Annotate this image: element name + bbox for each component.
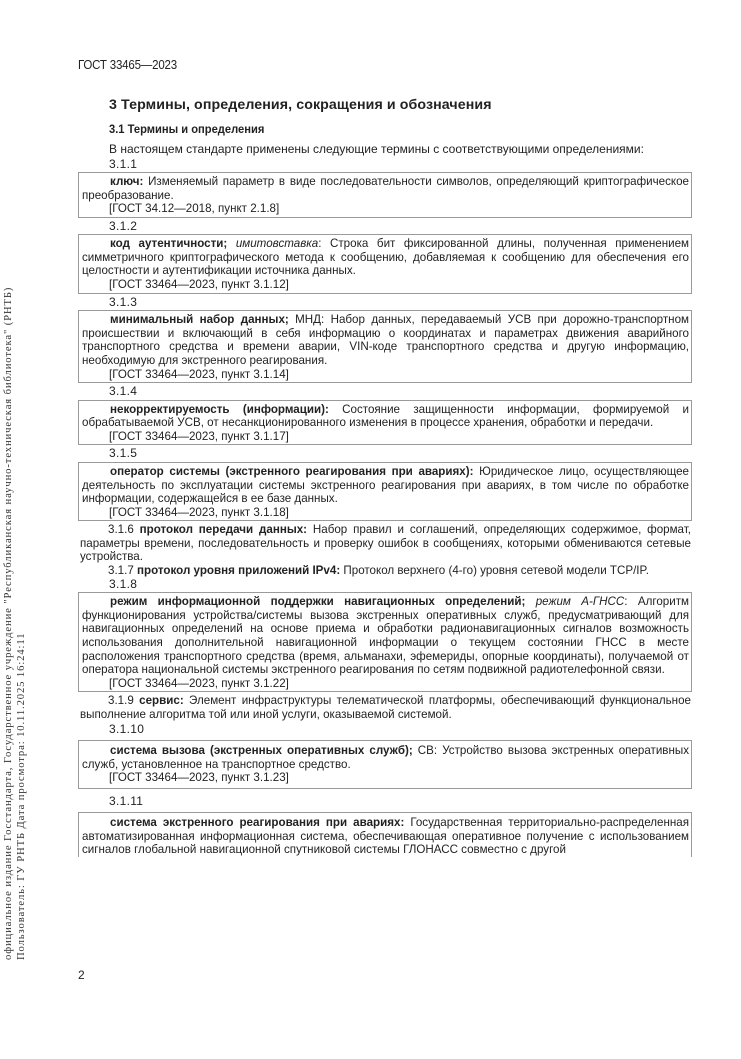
term-source: [ГОСТ 33464—2023, пункт 3.1.18] bbox=[109, 505, 289, 519]
term-name: оператор системы (экстренного реагирования при авариях): bbox=[110, 464, 474, 478]
term-definition: Алгоритм функционирования устройства/системы вызова экстренных оперативных служб, предусматривающий для навигационных определений на основе приема и обработки радионавигационных сигналов возможность использования дополнительной навигационной информации о текущем состоянии ГНСС в месте расположения транспортного средства (время, альманахи, эфемериды, опорные координаты), получаемой от оператора национальной системы экстренного реагирования по сетям подвижной радиотелефонной связи. bbox=[82, 595, 689, 677]
term-definition: Набор правил и соглашений, определяющих содержимое, формат, параметры времени, последовательность и проверку ошибок в сообщениях, которыми обмениваются сетевые устройства. bbox=[80, 523, 691, 564]
term-name: система экстренного реагирования при авариях: bbox=[110, 816, 405, 830]
term-name: режим информационной поддержки навигационных определений; bbox=[110, 595, 526, 609]
term-number: 3.1.2 bbox=[109, 218, 138, 233]
term-definition: Состояние защищенности информации, формируемой и обрабатываемой УСВ, от несанкционированного изменения в процессе хранения, обработки и передачи. bbox=[82, 402, 689, 430]
term-number: 3.1.8 bbox=[109, 576, 138, 591]
term-source: [ГОСТ 34.12—2018, пункт 2.1.8] bbox=[109, 202, 280, 216]
term-number: 3.1.4 bbox=[109, 384, 138, 399]
term-number: 3.1.5 bbox=[109, 446, 138, 461]
term-name: код аутентичности; bbox=[110, 237, 228, 251]
term-box bbox=[78, 740, 692, 789]
term-box bbox=[78, 592, 692, 692]
page-content bbox=[78, 96, 692, 859]
term-source: [ГОСТ 33464—2023, пункт 3.1.14] bbox=[109, 367, 289, 381]
term-box bbox=[78, 172, 692, 218]
term-box bbox=[78, 400, 692, 446]
subsection-title: 3.1 Термины и определения bbox=[109, 122, 265, 136]
section-title: 3 Термины, определения, сокращения и обозначения bbox=[109, 97, 492, 113]
term-definition: Юридическое лицо, осуществляющее деятельность по эксплуатации системы экстренного реагирования при авариях, в том числе по обработке информации, содержащейся в ее базе данных. bbox=[82, 464, 689, 506]
term-definition: Государственная территориально-распределенная автоматизированная информационная система, обеспечивающая оперативное получение с использованием сигналов глобальной навигационной спутниковой системы ГЛОНАСС совместно с другой bbox=[82, 816, 689, 857]
term-name: протокол передачи данных: bbox=[139, 523, 308, 537]
alias-separator: : bbox=[624, 595, 628, 609]
intro-paragraph: В настоящем стандарте применены следующие термины с соответствующими определениями: bbox=[109, 142, 644, 156]
term-box bbox=[78, 234, 692, 293]
term-source: [ГОСТ 33464—2023, пункт 3.1.23] bbox=[109, 771, 289, 785]
term-number: 3.1.10 bbox=[109, 721, 145, 736]
term-name: некорректируемость (информации): bbox=[110, 402, 329, 416]
watermark-line-1: официальное издание Госстандарта, Государственное учреждение "Республиканская научно-техническая библиотека" (РНТБ) bbox=[3, 286, 14, 960]
term-paragraph bbox=[78, 564, 692, 578]
term-alias: режим А-ГНСС bbox=[525, 595, 625, 609]
term-number: 3.1.3 bbox=[109, 294, 138, 309]
term-name: протокол уровня приложений IPv4: bbox=[137, 564, 341, 578]
term-definition: Протокол верхнего (4-го) уровня сетевой модели TCP/IP. bbox=[340, 564, 649, 578]
watermark-line-2: Пользователь: ГУ РНТБ Дата просмотра: 10.11.2025 16:24:11 bbox=[15, 632, 27, 960]
term-definition: МНД: Набор данных, передаваемый УСВ при дорожно-транспортном происшествии и включающий в себя информацию о координатах и параметрах движения аварийного транспортного средства и времени аварии, VIN-коде транспортного средства и другую информацию, необходимую для экстренного реагирования. bbox=[82, 313, 690, 367]
term-paragraph bbox=[78, 694, 692, 721]
term-number: 3.1.11 bbox=[109, 793, 144, 808]
term-alias: имитовставка bbox=[227, 237, 319, 251]
term-source: [ГОСТ 33464—2023, пункт 3.1.17] bbox=[109, 429, 289, 443]
term-definition: Строка бит фиксированной длины, полученная применением симметричного криптографического метода к сообщению, добавляемая к сообщению для обеспечения его целостности и аутентификации источника данных. bbox=[82, 237, 689, 278]
term-number: 3.1.6 bbox=[108, 523, 134, 537]
term-name: система вызова (экстренных оперативных служб); bbox=[110, 744, 413, 757]
term-source: [ГОСТ 33464—2023, пункт 3.1.22] bbox=[109, 676, 289, 690]
term-name: ключ: bbox=[110, 175, 144, 188]
term-number: 3.1.9 bbox=[108, 694, 134, 708]
term-definition: Элемент инфраструктуры телематической платформы, обеспечивающий функциональное выполнение алгоритма той или иной услуги, оказываемой системой. bbox=[80, 694, 691, 721]
vertical-watermark bbox=[3, 170, 43, 960]
page-number: 2 bbox=[78, 968, 85, 982]
term-name: минимальный набор данных; bbox=[110, 313, 289, 327]
term-number: 3.1.1 bbox=[109, 156, 138, 171]
term-definition: СВ: Устройство вызова экстренных оперативных служб, установленное на транспортное средство. bbox=[82, 744, 689, 771]
term-paragraph bbox=[78, 523, 692, 564]
term-name: сервис: bbox=[139, 694, 184, 708]
term-box bbox=[78, 462, 692, 521]
term-box bbox=[78, 812, 692, 857]
running-head: ГОСТ 33465—2023 bbox=[78, 58, 177, 72]
term-definition: Изменяемый параметр в виде последовательности символов, определяющий криптографическое преобразование. bbox=[82, 175, 689, 202]
term-source: [ГОСТ 33464—2023, пункт 3.1.12] bbox=[109, 278, 289, 292]
term-box bbox=[78, 310, 692, 383]
alias-separator: : bbox=[318, 237, 322, 251]
term-number: 3.1.7 bbox=[108, 564, 134, 578]
